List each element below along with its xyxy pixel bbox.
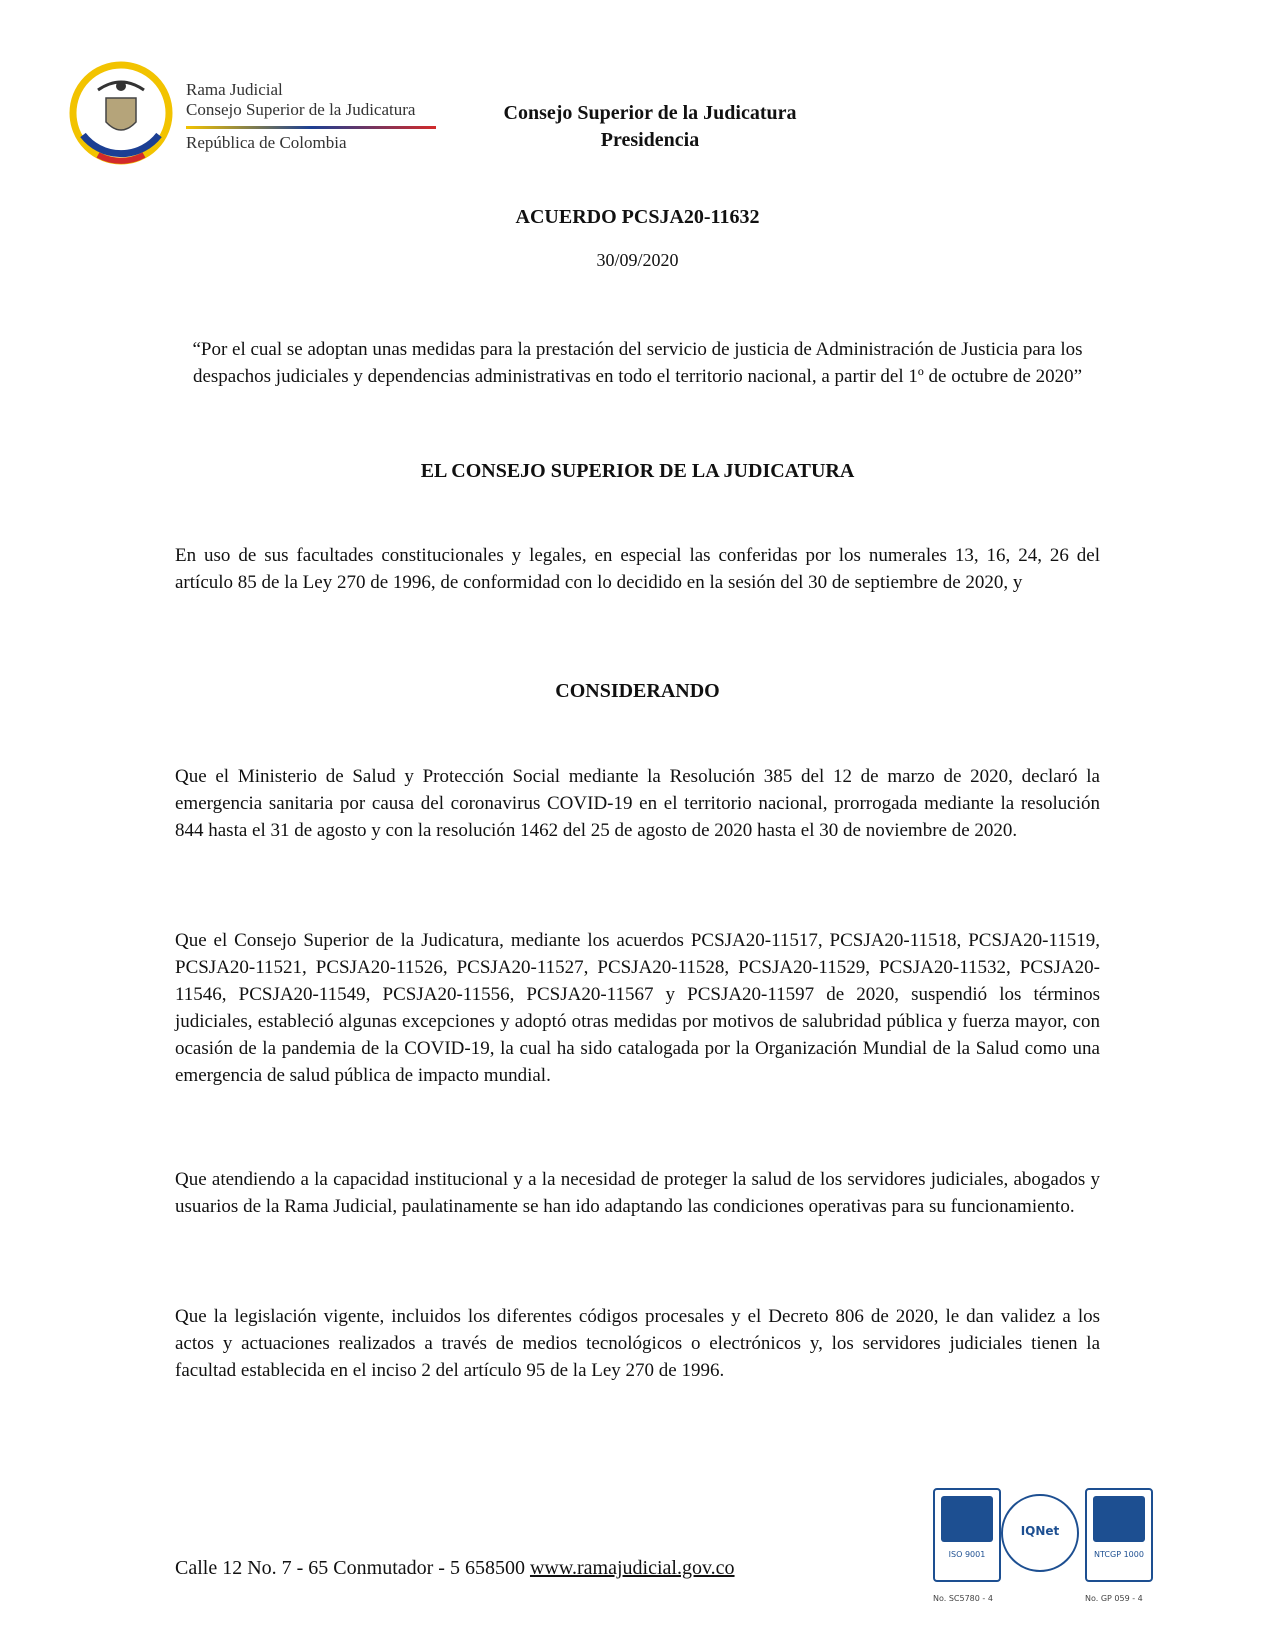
header-title-line-1: Consejo Superior de la Judicatura: [503, 102, 797, 124]
brand-divider: [186, 126, 436, 129]
footer-contact: [175, 1557, 735, 1580]
footer-address: Calle 12 No. 7 - 65 Conmutador - 5 658500: [175, 1557, 525, 1579]
ntcgp-label: NTCGP 1000: [1094, 1550, 1144, 1559]
icontec-icon: [1093, 1496, 1145, 1542]
considerando-heading: CONSIDERANDO: [555, 680, 720, 702]
iso-cert-number: No. SC5780 - 4: [933, 1594, 993, 1603]
considerando-paragraph-4: Que la legislación vigente, incluidos los diferentes códigos procesales y el Decreto 806 de 2020, le dan validez a los actos y actuaciones realizados a través de medios tecnológicos o electrónicos y, los servidores judiciales tienen la facultad establecida en el inciso 2 del artículo 95 de la Ley 270 de 1996.: [175, 1306, 1100, 1381]
considerando-paragraph-3: Que atendiendo a la capacidad institucional y a la necesidad de proteger la salud de los servidores judiciales, abogados y usuarios de la Rama Judicial, paulatinamente se han ido adaptando las condiciones operativas para su funcionamiento.: [175, 1169, 1100, 1217]
ntcgp-cert-number: No. GP 059 - 4: [1085, 1594, 1143, 1603]
rama-judicial-logo: [68, 60, 448, 170]
brand-name: [186, 80, 415, 120]
document-number: ACUERDO PCSJA20-11632: [515, 206, 760, 228]
iso-9001-badge: [933, 1488, 1001, 1582]
intro-paragraph: En uso de sus facultades constitucionales y legales, en especial las conferidas por los numerales 13, 16, 24, 26 del artículo 85 de la Ley 270 de 1996, de conformidad con lo decidido en la sesión del 30 de septiembre de 2020, y: [175, 545, 1100, 593]
issuer-heading: EL CONSEJO SUPERIOR DE LA JUDICATURA: [420, 460, 855, 482]
icontec-icon: [941, 1496, 993, 1542]
colombia-seal-icon: [68, 60, 174, 166]
website-link[interactable]: www.ramajudicial.gov.co: [529, 1557, 735, 1579]
iqnet-label: IQNet: [1020, 1524, 1060, 1538]
considerando-paragraph-2: Que el Consejo Superior de la Judicatura, mediante los acuerdos PCSJA20-11517, PCSJA20-11518, PCSJA20-11519, PCSJA20-11521, PCSJA20-11526, PCSJA20-11527, PCSJA20-11528, PCSJA20-11529, PCSJA20-11532, PCSJA20-11546, PCSJA20-11549, PCSJA20-11556, PCSJA20-11567 y PCSJA20-11597 de 2020, suspendió los términos judiciales, estableció algunas excepciones y adoptó otras medidas por motivos de salubridad pública y fuerza mayor, con ocasión de la pandemia de la COVID-19, la cual ha sido catalogada por la Organización Mundial de la Salud como una emergencia de salud pública de impacto mundial.: [175, 930, 1100, 1086]
header-title-line-2: Presidencia: [600, 129, 700, 151]
brand-line-1: Rama Judicial: [186, 80, 283, 99]
brand-country: República de Colombia: [186, 133, 347, 152]
considerando-paragraph-1: Que el Ministerio de Salud y Protección Social mediante la Resolución 385 del 12 de marzo de 2020, declaró la emergencia sanitaria por causa del coronavirus COVID-19 en el territorio nacional, prorrogada mediante la resolución 844 hasta el 31 de agosto y con la resolución 1462 del 25 de agosto de 2020 hasta el 30 de noviembre de 2020.: [175, 766, 1100, 841]
ntcgp-1000-badge: [1085, 1488, 1153, 1582]
brand-line-2: Consejo Superior de la Judicatura: [186, 100, 416, 119]
header-title: [470, 100, 830, 154]
document-date: 30/09/2020: [596, 250, 679, 270]
document-subject: “Por el cual se adoptan unas medidas para la prestación del servicio de justicia de Administración de Justicia para los despachos judiciales y dependencias administrativas en todo el territorio nacional, a partir del 1º de octubre de 2020”: [192, 339, 1083, 387]
iso-label: ISO 9001: [948, 1550, 986, 1559]
iqnet-badge: [1001, 1494, 1079, 1572]
